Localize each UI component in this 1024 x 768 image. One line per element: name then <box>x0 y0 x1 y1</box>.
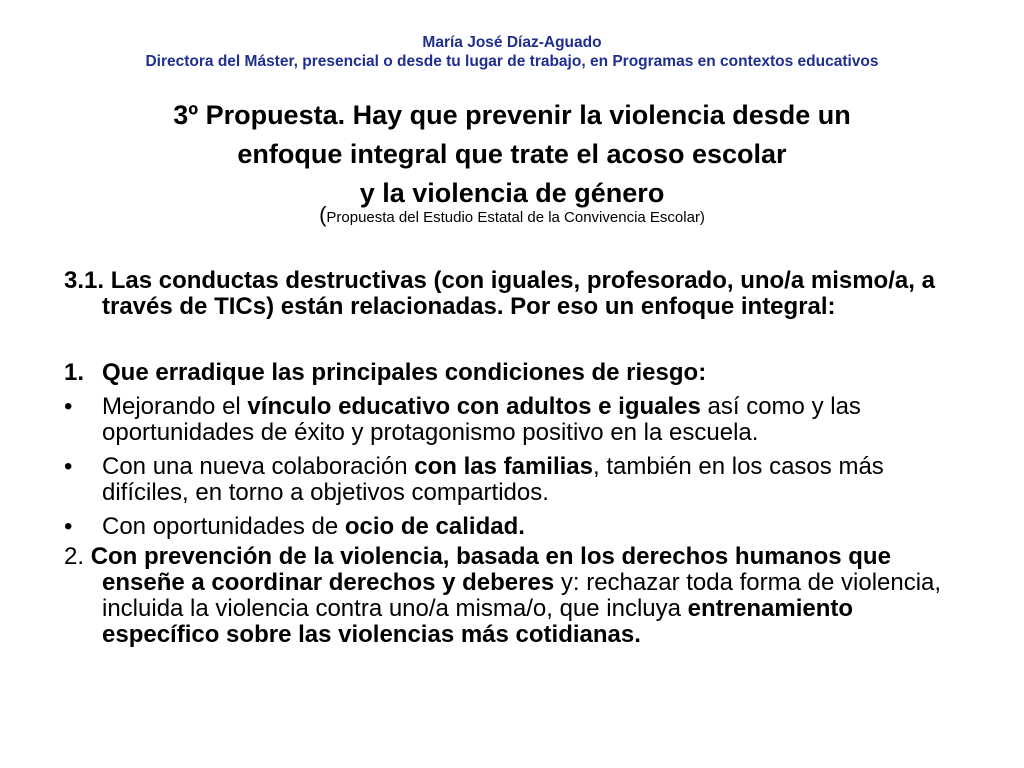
title-line-1: 3º Propuesta. Hay que prevenir la violencia desde un <box>173 100 851 130</box>
point-2-bold-2: entrenamiento específico sobre las violencias más cotidianas. <box>102 595 854 648</box>
intro-text: 3.1. Las conductas destructivas (con iguales, profesorado, uno/a mismo/a, a través de TICs) están relacionadas. Por eso un enfoque integral: <box>64 267 935 320</box>
title-line-2: enfoque integral que trate el acoso escolar <box>237 139 787 169</box>
bullet-pre: Con una nueva colaboración <box>102 453 415 480</box>
bullet-bold: ocio de calidad. <box>344 513 525 540</box>
bullet-item <box>64 454 964 506</box>
title-line-3: y la violencia de género <box>359 178 665 208</box>
bullet-post: , también en los casos más difíciles, en torno a objetivos compartidos. <box>102 453 884 506</box>
author-name: María José Díaz-Aguado <box>422 34 602 51</box>
source-note <box>0 202 1024 228</box>
slide-body <box>64 268 964 648</box>
bullet-pre: Con oportunidades de <box>102 513 345 540</box>
author-role: Directora del Máster, presencial o desde tu lugar de trabajo, en Programas en contextos educativos <box>145 53 879 70</box>
bullet-pre: Mejorando el <box>102 393 248 420</box>
source-paren: ( <box>319 202 327 227</box>
point-1-text: Que erradique las principales condiciones de riesgo: <box>102 359 707 386</box>
bullet-post: así como y las oportunidades de éxito y protagonismo positivo en la escuela. <box>102 393 861 446</box>
bullet-marker: • <box>64 453 73 480</box>
point-2-bold-1: Con prevención de la violencia, basada en los derechos humanos que enseñe a coordinar derechos y deberes <box>90 543 891 596</box>
point-2-text: y: rechazar toda forma de violencia, incluida la violencia contra uno/a misma/o, que incluya <box>102 569 942 622</box>
bullet-item <box>64 394 964 446</box>
bullet-marker: • <box>64 393 73 420</box>
slide-title <box>0 96 1024 213</box>
source-text: Propuesta del Estudio Estatal de la Convivencia Escolar) <box>326 209 705 226</box>
author-header <box>0 33 1024 71</box>
bullet-marker: • <box>64 513 73 540</box>
point-2-marker: 2. <box>64 543 91 570</box>
bullet-item <box>64 514 964 540</box>
bullet-bold: vínculo educativo con adultos e iguales <box>247 393 701 420</box>
point-2 <box>64 544 964 648</box>
intro-paragraph <box>64 268 964 320</box>
point-1-marker: 1. <box>64 359 85 386</box>
bullet-bold: con las familias <box>414 453 593 480</box>
point-1 <box>64 360 964 386</box>
